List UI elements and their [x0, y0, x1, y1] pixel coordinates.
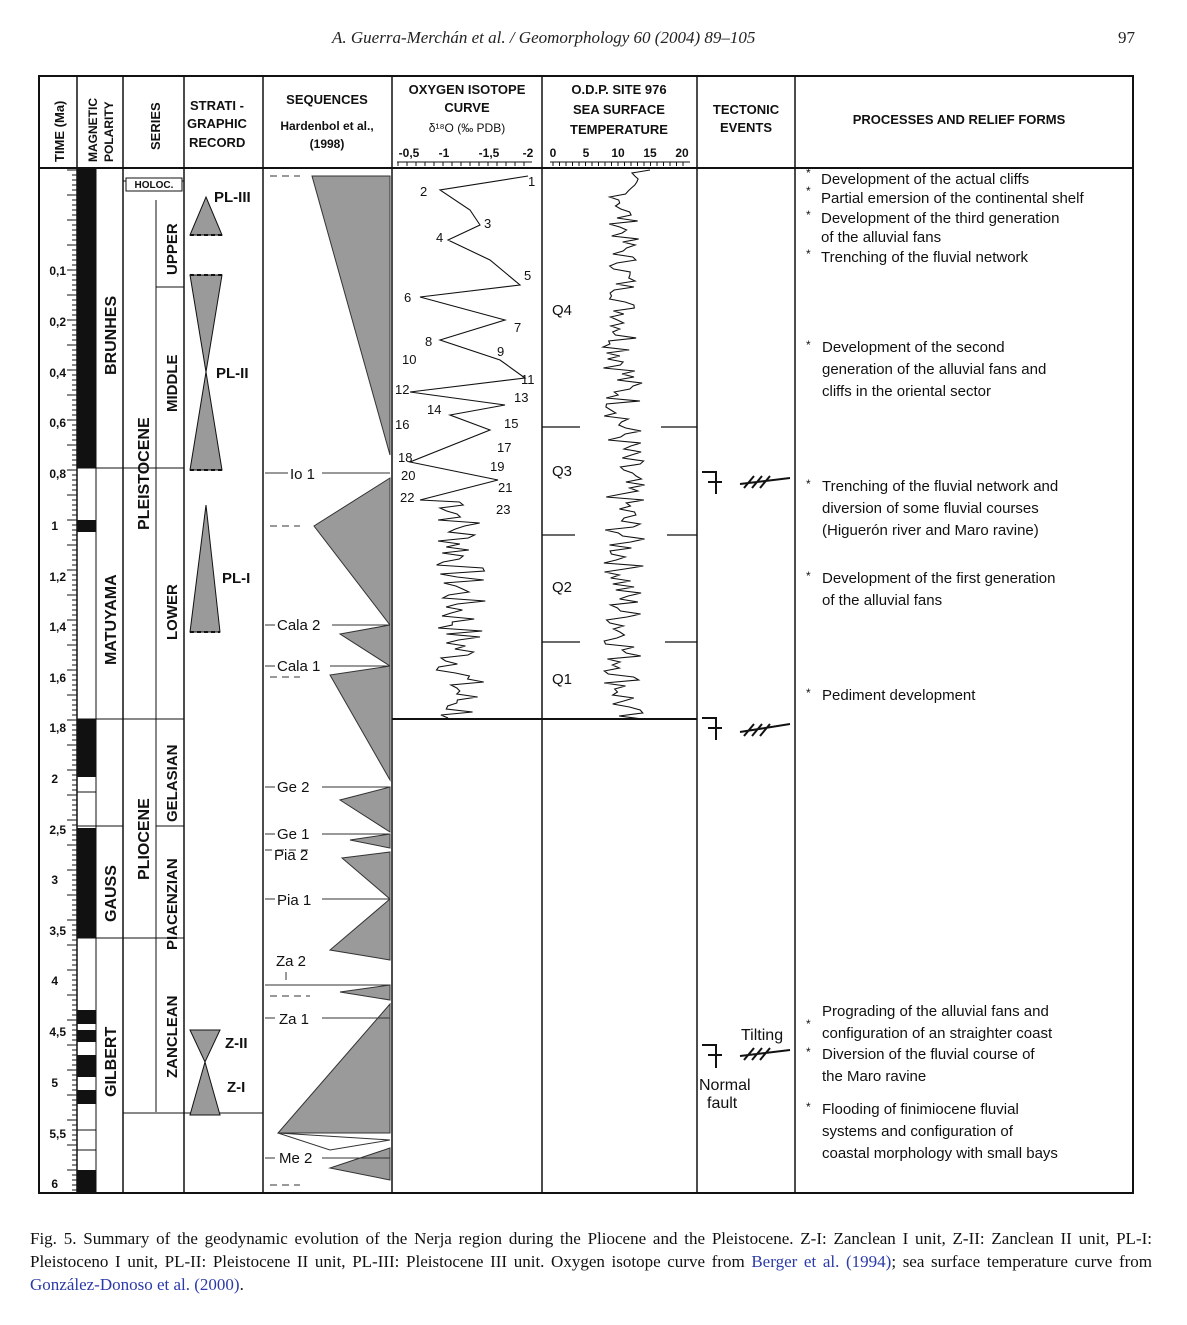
oxygen-isotope-curve [395, 174, 535, 718]
svg-text:*: * [806, 477, 811, 491]
normal-fault-label-2: fault [707, 1095, 738, 1112]
process-item: Development of the second [822, 339, 1005, 356]
header-strat-1: STRATI - [190, 98, 244, 113]
header-series: SERIES [148, 102, 163, 150]
fault-symbol [702, 718, 790, 740]
process-item: Trenching of the fluvial network and [822, 478, 1059, 495]
seq-io1: Io 1 [290, 466, 316, 483]
oxygen-tick: -0,5 [398, 146, 420, 160]
header-tectonic-1: TECTONIC [712, 102, 780, 117]
time-label: 0,1 [49, 264, 66, 278]
process-item: (Higuerón river and Maro ravine) [822, 522, 1039, 539]
header-oxygen-3: δ¹⁸O (‰ PDB) [428, 121, 506, 135]
svg-text:*: * [806, 1045, 811, 1059]
svg-text:*: * [806, 184, 811, 198]
series-pliocene: PLIOCENE [136, 798, 153, 880]
strat-z-ii: Z-II [225, 1035, 248, 1052]
seq-pia2: Pia 2 [274, 847, 309, 864]
time-label: 1,6 [49, 671, 66, 685]
page-number: 97 [1118, 28, 1135, 47]
svg-text:*: * [806, 208, 811, 222]
sst-zone-q2: Q2 [552, 579, 573, 596]
sst-zone-q3: Q3 [552, 463, 573, 480]
header-sst-2: SEA SURFACE [573, 102, 665, 117]
stage-22: 22 [400, 490, 415, 505]
normal-fault-label-1: Normal [699, 1077, 751, 1094]
sst-scale [550, 146, 690, 166]
header-sequences-2: Hardenbol et al., [280, 119, 374, 133]
stage-17: 17 [497, 440, 512, 455]
svg-text:*: * [806, 338, 811, 352]
seq-ge2: Ge 2 [277, 779, 310, 796]
svg-text:*: * [806, 166, 811, 180]
series-gelasian: GELASIAN [164, 744, 181, 822]
stage-13: 13 [514, 390, 529, 405]
stage-11: 11 [521, 372, 535, 387]
time-label: 1,2 [49, 570, 66, 584]
sst-zone-q4: Q4 [552, 302, 573, 319]
header-sst-3: TEMPERATURE [570, 122, 668, 137]
process-item: Diversion of the fluvial course of [822, 1046, 1035, 1063]
header-sequences-1: SEQUENCES [286, 92, 368, 107]
seq-za2: Za 2 [276, 953, 307, 970]
column-headers [52, 82, 1066, 162]
process-item: Prograding of the alluvial fans and [822, 1003, 1049, 1020]
stage-4: 4 [436, 230, 444, 245]
header-strat-2: GRAPHIC [187, 116, 247, 131]
stage-5: 5 [524, 268, 532, 283]
svg-text:*: * [806, 247, 811, 261]
stage-8: 8 [425, 334, 433, 349]
time-axis [49, 170, 77, 1191]
series-upper: UPPER [164, 223, 181, 275]
sst-curve [542, 170, 697, 719]
process-item: coastal morphology with small bays [822, 1145, 1058, 1162]
processes-list [806, 166, 1084, 1162]
stage-19: 19 [490, 459, 505, 474]
svg-text:*: * [806, 1017, 811, 1031]
sst-tick: 0 [549, 146, 557, 160]
sst-tick: 10 [611, 146, 625, 160]
series-piacenzian: PIACENZIAN [164, 858, 181, 950]
stage-6: 6 [404, 290, 412, 305]
process-item: of the alluvial fans [821, 229, 942, 246]
stage-12: 12 [395, 382, 410, 397]
time-label: 4 [51, 974, 58, 988]
process-item: Pediment development [822, 687, 976, 704]
tilting-label: Tilting [741, 1027, 784, 1044]
chron-brunhes: BRUNHES [103, 295, 120, 375]
process-item: the Maro ravine [822, 1068, 927, 1085]
stage-23: 23 [496, 502, 511, 517]
chron-gauss: GAUSS [103, 865, 120, 922]
series-column [126, 178, 182, 1078]
stage-20: 20 [401, 468, 416, 483]
process-item: Development of the actual cliffs [821, 171, 1030, 188]
caption-text: Fig. 5. Summary of the geodynamic evolution of the Nerja region during the Pliocene and the Pleistocene. Z-I: Zanclean I unit, Z-II: Zanclean II unit, PL-I: Pleistoceno I unit, PL-II: Pleistocene II unit, PL-III: Pleistocene III unit. Oxygen isotope curve from [30, 1229, 1152, 1271]
header-sequences-3: (1998) [309, 137, 345, 151]
stage-18: 18 [398, 450, 413, 465]
time-label: 0,6 [49, 416, 66, 430]
fault-symbol [702, 1045, 790, 1068]
process-item: cliffs in the oriental sector [822, 383, 991, 400]
chron-gilbert: GILBERT [103, 1026, 120, 1097]
journal-citation: A. Guerra-Merchán et al. / Geomorphology 60 (2004) 89–105 [332, 28, 756, 47]
strat-record [190, 189, 251, 1115]
sst-tick: 15 [643, 146, 657, 160]
strat-pl-iii: PL-III [214, 189, 251, 206]
time-label: 1,8 [49, 721, 66, 735]
process-item: systems and configuration of [822, 1123, 1013, 1140]
svg-text:*: * [806, 569, 811, 583]
time-label: 1 [51, 519, 58, 533]
process-item: Trenching of the fluvial network [821, 249, 1029, 266]
strat-pl-ii: PL-II [216, 365, 249, 382]
magnetic-polarity [77, 168, 123, 1193]
process-item: Development of the third generation [821, 210, 1060, 227]
process-item: Development of the first generation [822, 570, 1056, 587]
stage-3: 3 [484, 216, 492, 231]
time-label: 3 [51, 873, 58, 887]
header-processes: PROCESSES AND RELIEF FORMS [852, 112, 1066, 127]
stage-10: 10 [402, 352, 417, 367]
strat-pl-i: PL-I [222, 570, 251, 587]
header-magnetic-1: MAGNETIC [86, 98, 100, 162]
process-item: diversion of some fluvial courses [822, 500, 1039, 517]
series-holocene: HOLOC. [134, 180, 174, 191]
header-oxygen-2: CURVE [444, 100, 490, 115]
seq-cala2: Cala 2 [277, 617, 321, 634]
sst-zone-q1: Q1 [552, 671, 573, 688]
time-label: 0,8 [49, 467, 66, 481]
tectonic-events [699, 472, 790, 1112]
seq-pia1: Pia 1 [277, 892, 312, 909]
header-strat-3: RECORD [189, 135, 246, 150]
seq-za1: Za 1 [279, 1011, 310, 1028]
stage-7: 7 [514, 320, 522, 335]
time-label: 1,4 [49, 620, 66, 634]
sequences-column [265, 176, 390, 1185]
process-item: configuration of an straighter coast [822, 1025, 1053, 1042]
process-item: generation of the alluvial fans and [822, 361, 1047, 378]
time-label: 6 [51, 1177, 58, 1191]
stage-2: 2 [420, 184, 428, 199]
time-label: 2 [51, 772, 58, 786]
svg-text:*: * [806, 1100, 811, 1114]
figure-caption [30, 1227, 1152, 1296]
seq-ge1: Ge 1 [277, 826, 310, 843]
stage-1: 1 [528, 174, 536, 189]
time-label: 0,4 [49, 366, 66, 380]
stage-15: 15 [504, 416, 519, 431]
stage-14: 14 [427, 402, 442, 417]
oxygen-tick: -2 [522, 146, 534, 160]
stage-16: 16 [395, 417, 410, 432]
caption-text: ; sea surface temperature curve from [891, 1252, 1152, 1271]
time-label: 5 [51, 1076, 58, 1090]
time-label: 5,5 [49, 1127, 66, 1141]
series-lower: LOWER [164, 584, 181, 640]
time-label: 3,5 [49, 924, 66, 938]
stage-9: 9 [497, 344, 505, 359]
header-time: TIME (Ma) [52, 100, 67, 162]
reference-link[interactable]: Berger et al. (1994) [751, 1252, 892, 1271]
strat-z-i: Z-I [227, 1079, 246, 1096]
chron-matuyama: MATUYAMA [103, 574, 120, 665]
oxygen-scale [397, 146, 534, 166]
process-item: of the alluvial fans [822, 592, 943, 609]
svg-text:*: * [806, 686, 811, 700]
time-label: 2,5 [49, 823, 66, 837]
time-label: 4,5 [49, 1025, 66, 1039]
caption-text: . [239, 1275, 244, 1294]
series-middle: MIDDLE [164, 354, 181, 412]
process-item: Partial emersion of the continental shelf [821, 190, 1084, 207]
reference-link[interactable]: González-Donoso et al. (2000) [30, 1275, 240, 1294]
series-zanclean: ZANCLEAN [164, 995, 181, 1078]
sst-tick: 20 [675, 146, 689, 160]
header-sst-1: O.D.P. SITE 976 [571, 82, 667, 97]
series-pleistocene: PLEISTOCENE [136, 417, 153, 530]
oxygen-tick: -1,5 [478, 146, 500, 160]
seq-cala1: Cala 1 [277, 658, 321, 675]
stage-21: 21 [498, 480, 513, 495]
seq-me2: Me 2 [279, 1150, 313, 1167]
process-item: Flooding of finimiocene fluvial [822, 1101, 1019, 1118]
oxygen-tick: -1 [438, 146, 450, 160]
header-oxygen-1: OXYGEN ISOTOPE [408, 82, 526, 97]
fault-symbol [702, 472, 790, 494]
time-label: 0,2 [49, 315, 66, 329]
sst-tick: 5 [582, 146, 590, 160]
header-tectonic-2: EVENTS [719, 120, 773, 135]
header-magnetic-2: POLARITY [102, 101, 116, 162]
